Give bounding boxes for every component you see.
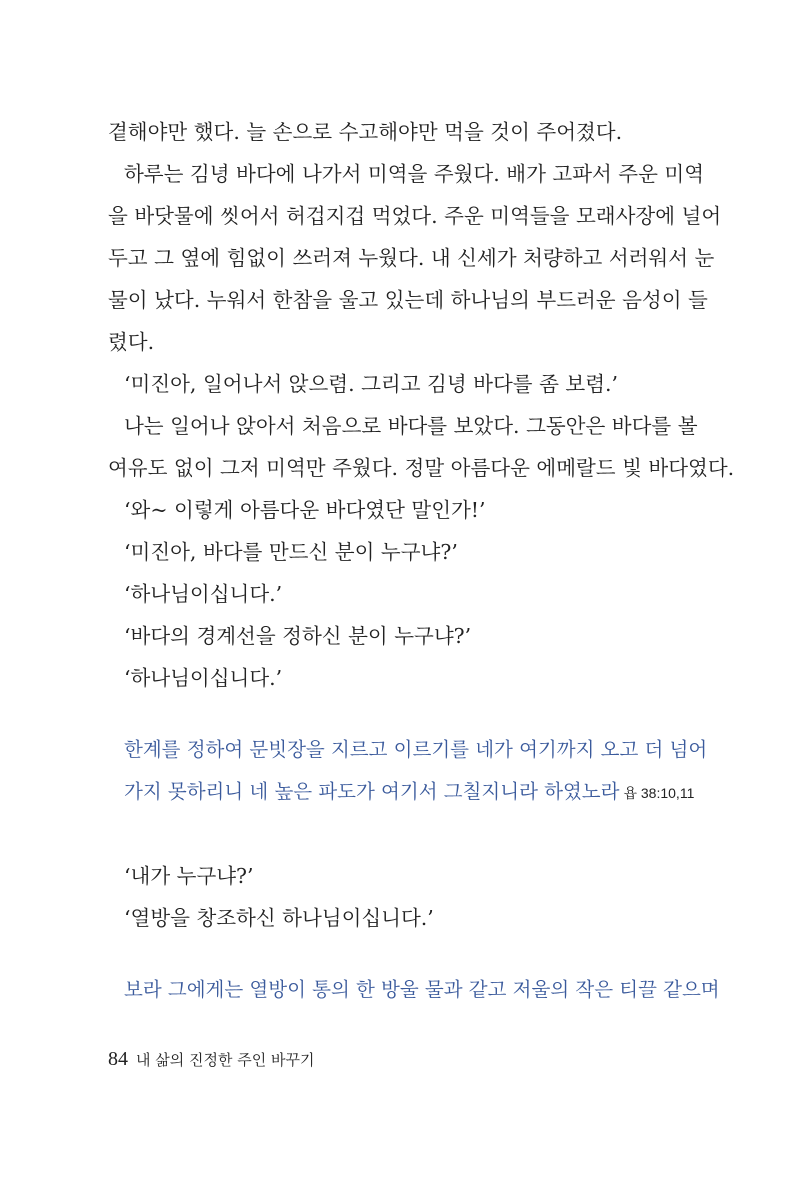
dialogue-line-7: ‘내가 누구냐?’ [124, 864, 254, 888]
body-line-6: 렸다. [108, 330, 155, 354]
body-line-7: 나는 일어나 앉아서 처음으로 바다를 보았다. 그동안은 바다를 볼 [124, 414, 698, 438]
dialogue-line-8: ‘열방을 창조하신 하나님이십니다.’ [124, 906, 434, 930]
scripture-quote-1-line-1: 한계를 정하여 문빗장을 지르고 이르기를 네가 여기까지 오고 더 넘어 [124, 738, 708, 761]
page-footer [108, 1048, 314, 1071]
scripture-reference: 욥 38:10,11 [623, 785, 695, 801]
scripture-quote-2-line-1: 보라 그에게는 열방이 통의 한 방울 물과 같고 저울의 작은 티끌 같으며 [124, 978, 720, 1001]
dialogue-line-1: ‘미진아, 일어나서 앉으렴. 그리고 김녕 바다를 좀 보렴.’ [124, 372, 619, 396]
dialogue-line-6: ‘하나님이십니다.’ [124, 666, 283, 690]
body-line-4: 두고 그 옆에 힘없이 쓰러져 누웠다. 내 신세가 처량하고 서러워서 눈 [108, 246, 715, 270]
scripture-quote-1-line-2 [124, 778, 694, 807]
dialogue-line-2: ‘와~ 이렇게 아름다운 바다였단 말인가!’ [124, 498, 486, 522]
body-line-8: 여유도 없이 그저 미역만 주웠다. 정말 아름다운 에메랄드 빛 바다였다. [108, 456, 735, 480]
page-number: 84 [108, 1048, 128, 1070]
body-line-5: 물이 났다. 누워서 한참을 울고 있는데 하나님의 부드러운 음성이 들 [108, 288, 708, 312]
dialogue-line-3: ‘미진아, 바다를 만드신 분이 누구냐?’ [124, 540, 458, 564]
body-line-2: 하루는 김녕 바다에 나가서 미역을 주웠다. 배가 고파서 주운 미역 [124, 162, 705, 186]
body-line-3: 을 바닷물에 씻어서 허겁지겁 먹었다. 주운 미역들을 모래사장에 널어 [108, 204, 722, 228]
dialogue-line-5: ‘바다의 경계선을 정하신 분이 누구냐?’ [124, 624, 472, 648]
running-title: 내 삶의 진정한 주인 바꾸기 [136, 1051, 315, 1069]
dialogue-line-4: ‘하나님이십니다.’ [124, 582, 283, 606]
scripture-quote-1-text: 가지 못하리니 네 높은 파도가 여기서 그칠지니라 하였노라 [124, 780, 620, 803]
body-line-1: 곁해야만 했다. 늘 손으로 수고해야만 먹을 것이 주어졌다. [108, 120, 623, 144]
